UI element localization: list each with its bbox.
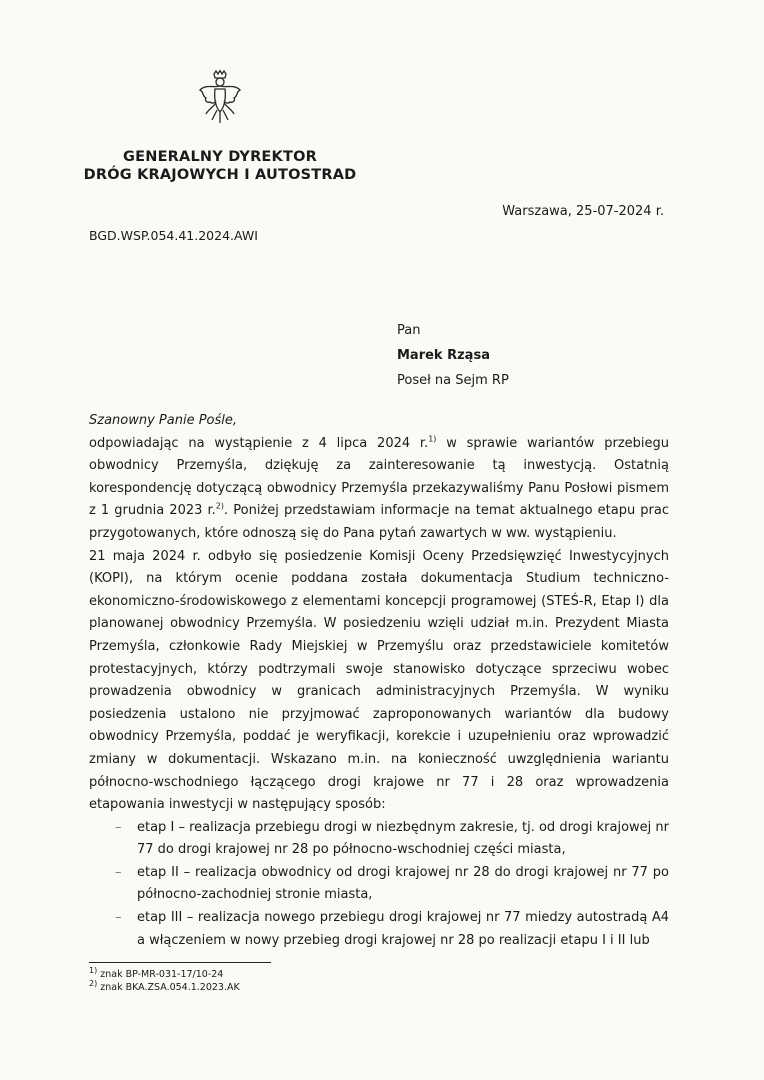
issuer-header [0, 148, 440, 184]
issuer-title-line1: GENERALNY DYREKTOR [123, 149, 317, 165]
letter-body [89, 410, 669, 952]
list-item [89, 817, 669, 862]
footnote-text-1: znak BP-MR-031-17/10-24 [97, 969, 224, 980]
recipient-title: Poseł na Sejm RP [397, 373, 509, 388]
footnote-2 [89, 978, 240, 994]
issuer-title-line2: DRÓG KRAJOWYCH I AUTOSTRAD [83, 167, 357, 183]
list-item [89, 907, 669, 952]
eagle-emblem-icon [198, 70, 242, 126]
dash-bullet-icon: – [115, 864, 122, 880]
paragraph-1-part-b: w sprawie wariantów przebiegu obwodnicy Przemyśla, dziękuję za zainteresowanie tą inwestycją. Ostatnią korespondencję dotyczącą obwodnicy Przemyśla przekazywaliśmy Panu Posłowi pismem z 1 grudnia 2023 r. [89, 435, 669, 519]
footnote-mark-2: 2) [89, 978, 98, 988]
footnote-mark-1: 1) [89, 965, 98, 975]
dash-bullet-icon: – [115, 910, 122, 926]
list-item [89, 862, 669, 907]
list-item-text: etap II – realizacja obwodnicy od drogi krajowej nr 28 do drogi krajowej nr 77 po północno-zachodniej stronie miasta, [137, 864, 669, 903]
recipient-name: Marek Rząsa [397, 348, 490, 363]
stages-list [89, 817, 669, 953]
footnote-divider [89, 962, 271, 963]
list-item-text: etap III – realizacja nowego przebiegu drogi krajowej nr 77 miedzy autostradą A4 a włączeniem w nowy przebieg drogi krajowej nr 28 po realizacji etapu I i II lub [137, 910, 669, 948]
recipient-block [397, 318, 509, 393]
reference-number: BGD.WSP.054.41.2024.AWI [89, 228, 258, 243]
footnotes [89, 965, 240, 994]
paragraph-2: 21 maja 2024 r. odbyło się posiedzenie Komisji Oceny Przedsięwzięć Inwestycyjnych (KOPI), na którym ocenie poddana została dokumentacja Studium techniczno-ekonomiczno-środowiskowego z elementami koncepcji programowej (STEŚ-R, Etap I) dla planowanej obwodnicy Przemyśla. W posiedzeniu wzięli udział m.in. Prezydent Miasta Przemyśla, członkowie Rady Miejskiej w Przemyślu oraz przedstawiciele komitetów protestacyjnych, którzy podtrzymali swoje stanowisko dotyczące sprzeciwu wobec prowadzenia obwodnicy w granicach administracyjnych Przemyśla. W wyniku posiedzenia ustalono nie przyjmować zaproponowanych wariantów dla budowy obwodnicy Przemyśla, poddać je weryfikacji, korekcie i uzupełnieniu oraz wprowadzić zmiany w dokumentacji. Wskazano m.in. na konieczność uwzględnienia wariantu północno-wschodniego łączącego drogi krajowe nr 77 i 28 oraz wprowadzenia etapowania inwestycji w następujący sposób: [89, 548, 669, 813]
list-item-text: etap I – realizacja przebiegu drogi w niezbędnym zakresie, tj. od drogi krajowej nr 77 do drogi krajowej nr 28 po północno-wschodniej części miasta, [137, 819, 669, 858]
footnote-ref-2: 2) [215, 502, 225, 512]
paragraph-1 [89, 433, 669, 546]
footnote-text-2: znak BKA.ZSA.054.1.2023.AK [97, 982, 240, 993]
dash-bullet-icon: – [115, 819, 122, 835]
greeting: Szanowny Panie Pośle, [89, 413, 238, 428]
footnote-1 [89, 965, 240, 981]
footnote-ref-1: 1) [428, 434, 437, 444]
paragraph-1-part-c: . Poniżej przedstawiam informacje na temat aktualnego etapu prac przygotowanych, które odnoszą się do Pana pytań zawartych w ww. wystąpieniu. [89, 503, 670, 541]
recipient-salutation: Pan [397, 323, 421, 338]
paragraph-1-part-a: odpowiadając na wystąpienie z 4 lipca 2024 r. [89, 435, 429, 451]
place-date: Warszawa, 25-07-2024 r. [502, 204, 664, 219]
